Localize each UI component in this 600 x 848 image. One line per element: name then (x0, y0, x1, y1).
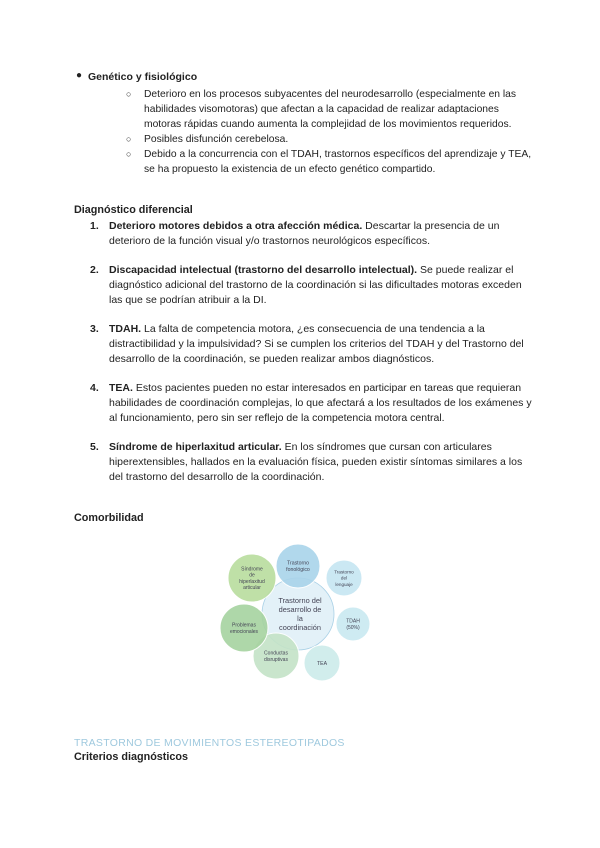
sindrome-hiperlaxitud-label: Síndrome (241, 566, 263, 573)
section-title: TRASTORNO DE MOVIMIENTOS ESTEREOTIPADOS (74, 737, 345, 749)
genetic-sublist (116, 87, 536, 177)
problemas-emocionales-label: Problemas (232, 622, 256, 629)
list-item: 1. Deterioro motores debidos a otra afección médica. Descartar la presencia de un deterioro de la función visual y/o trastornos neurológicos específicos. (90, 220, 500, 247)
criteria-heading: Criterios diagnósticos (74, 751, 188, 763)
list-item: ○ Posibles disfunción cerebelosa. (126, 134, 289, 145)
sindrome-hiperlaxitud-label: articular (243, 585, 261, 592)
trastorno-fonologico-label: Trastorno (286, 560, 310, 567)
sindrome-hiperlaxitud-label: de (249, 572, 255, 579)
trastorno-lenguaje-label: Trastorno (334, 569, 354, 575)
conductas-disruptivas-label: disruptivas (264, 657, 288, 663)
trastorno-fonologico-label: fonológico (286, 567, 310, 574)
trastorno-lenguaje-label: lenguaje (335, 581, 353, 587)
comorbidity-diagram (216, 538, 376, 688)
list-item: ○ Debido a la concurrencia con el TDAH, trastornos específicos del aprendizaje y TEA, se ha propuesto la existencia de un efecto genético compartido. (126, 149, 532, 175)
center-label: desarrollo de (278, 605, 322, 615)
list-item: 4. TEA. Estos pacientes pueden no estar interesados en participar en tareas que requieran habilidades de coordinación complejas, lo que afectará a los resultados de los exámenes y al funcionamiento, pero sin ser reflejo de la competencia motora central. (90, 382, 532, 424)
differential-heading: Diagnóstico diferencial (74, 204, 193, 216)
tea-label: TEA (316, 660, 328, 667)
sindrome-hiperlaxitud-label: hiperlaxitud (239, 578, 265, 585)
list-item: 3. TDAH. La falta de competencia motora, ¿es consecuencia de una tendencia a la distractibilidad y la impulsividad? Si se cumplen los criterios del TDAH y del Trastorno del desarrollo de la coordinación, se pueden realizar ambos diagnósticos. (90, 323, 524, 365)
center-label: coordinación (279, 623, 321, 633)
bullet-icon: ● (76, 70, 83, 81)
problemas-emocionales-label: emocionales (229, 629, 259, 635)
tdah-label: (50%) (346, 625, 360, 631)
comorbidity-heading: Comorbilidad (74, 512, 144, 524)
hollow-bullet-icon: ○ (126, 149, 132, 159)
conductas-disruptivas-label: Conductas (264, 650, 288, 657)
genetic-heading: Genético y fisiológico (88, 71, 198, 83)
list-item: 2. Discapacidad intelectual (trastorno del desarrollo intelectual). Se puede realizar el diagnóstico adicional del trastorno de la coordinación si las dificultades motoras exceden las que se podrían atribuir a la DI. (90, 264, 522, 306)
hollow-bullet-icon: ○ (126, 134, 132, 144)
list-item: ○ Deterioro en los procesos subyacentes del neurodesarrollo (especialmente en las habilidades visomotoras) que afectan a la capacidad de realizar adaptaciones motoras rápidas cuando aumenta la complejidad de los movimientos requeridos. (126, 89, 517, 130)
hollow-bullet-icon: ○ (126, 89, 132, 99)
list-item: 5. Síndrome de hiperlaxitud articular. En los síndromes que cursan con articulares hiperextensibles, hallados en la evaluación física, pueden existir síntomas similares a los del trastorno del desarrollo de la coordinación. (90, 441, 523, 483)
tdah-label: TDAH (346, 618, 360, 625)
trastorno-lenguaje-label: del (340, 575, 348, 581)
center-label: la (297, 614, 303, 624)
differential-list (74, 219, 534, 499)
center-label: Trastorno del (278, 596, 322, 606)
